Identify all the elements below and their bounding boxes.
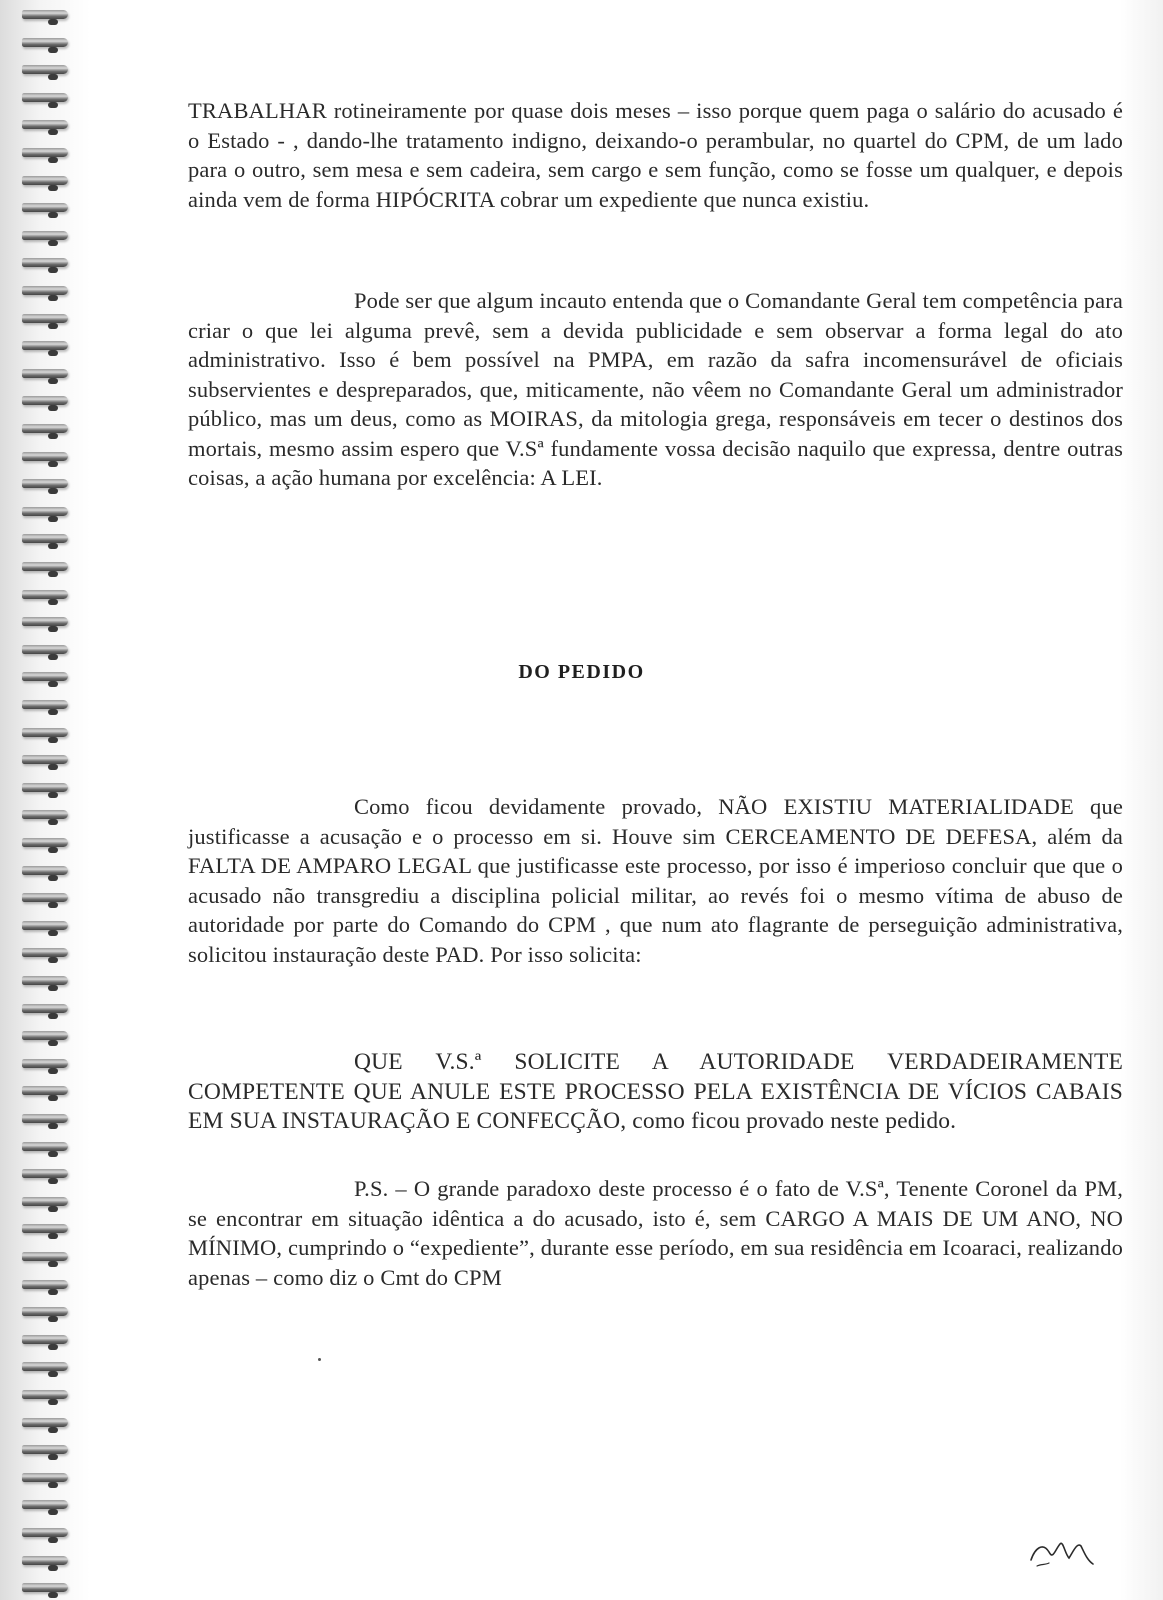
binding-hole [48, 737, 58, 743]
binding-ring [22, 452, 68, 461]
binding-hole [48, 433, 58, 439]
binding-ring [22, 93, 68, 102]
binding-ring [22, 341, 68, 350]
binding-ring [22, 1445, 68, 1454]
binding-ring [22, 1335, 68, 1344]
binding-hole [48, 1289, 58, 1295]
binding-hole [48, 1482, 58, 1488]
binding-hole [48, 847, 58, 853]
binding-ring [22, 1004, 68, 1013]
binding-hole [48, 1068, 58, 1074]
binding-ring [22, 1197, 68, 1206]
binding-hole [48, 709, 58, 715]
binding-ring [22, 866, 68, 875]
binding-hole [48, 875, 58, 881]
binding-ring [22, 1362, 68, 1371]
binding-ring [22, 1556, 68, 1565]
binding-ring [22, 231, 68, 240]
binding-ring [22, 1500, 68, 1509]
binding-ring [22, 617, 68, 626]
binding-hole [48, 1427, 58, 1433]
binding-ring [22, 590, 68, 599]
binding-hole [48, 626, 58, 632]
binding-ring [22, 976, 68, 985]
binding-hole [48, 516, 58, 522]
binding-ring [22, 1114, 68, 1123]
binding-hole [48, 985, 58, 991]
paragraph-3: Como ficou devidamente provado, NÃO EXISTIU MATERIALIDADE que justificasse a acusação e o processo em si. Houve sim CERCEAMENTO DE DEFESA, além da FALTA DE AMPARO LEGAL que justificasse este processo, por isso é imperioso concluir que que o acusado não transgrediu a disciplina policial militar, ao revés foi o mesmo vítima de abuso de autoridade por parte do Comando do CPM , que num ato flagrante de perseguição administrativa, solicitou instauração deste PAD. Por isso solicita: [188, 794, 1123, 967]
binding-hole [48, 571, 58, 577]
binding-hole [48, 157, 58, 163]
binding-hole [48, 19, 58, 25]
binding-ring [22, 783, 68, 792]
binding-hole [48, 930, 58, 936]
ink-dot [318, 1358, 321, 1361]
binding-hole [48, 902, 58, 908]
binding-hole [48, 819, 58, 825]
binding-hole [48, 267, 58, 273]
paragraph-2: Pode ser que algum incauto entenda que o Comandante Geral tem competência para criar o que lei alguma prevê, sem a devida publicidade e sem observar a forma legal do ato administrativo. Isso é bem possível na PMPA, em razão da safra incomensurável de oficiais subservientes e despreparados, que, miticamente, não vêem no Comandante Geral um administrador público, mas um deus, como as MOIRAS, da mitologia grega, responsáveis em tecer o destinos dos mortais, mesmo assim espero que V.Sª fundamente vossa decisão naquilo que expressa, dentre outras coisas, a ação humana por excelência: A LEI. [188, 288, 1123, 490]
binding-ring [22, 948, 68, 957]
binding-ring [22, 1224, 68, 1233]
binding-ring [22, 1473, 68, 1482]
binding-ring [22, 893, 68, 902]
binding-ring [22, 921, 68, 930]
binding-hole [48, 1206, 58, 1212]
paragraph-4: QUE V.S.ª SOLICITE A AUTORIDADE VERDADEIRAMENTE COMPETENTE QUE ANULE ESTE PROCESSO PELA EXISTÊNCIA DE VÍCIOS CABAIS EM SUA INSTAURAÇÃO E CONFECÇÃO, como ficou provado neste pedido. [188, 1049, 1123, 1134]
binding-ring [22, 479, 68, 488]
binding-ring [22, 10, 68, 19]
binding-ring [22, 1169, 68, 1178]
binding-ring [22, 286, 68, 295]
binding-hole [48, 378, 58, 384]
binding-ring [22, 728, 68, 737]
binding-ring [22, 258, 68, 267]
binding-ring [22, 396, 68, 405]
binding-ring [22, 203, 68, 212]
initials-signature [1027, 1530, 1097, 1570]
binding-hole [48, 957, 58, 963]
binding-hole [48, 129, 58, 135]
paragraph-5: P.S. – O grande paradoxo deste processo é o fato de V.Sª, Tenente Coronel da PM, se encontrar em situação idêntica a do acusado, isto é, sem CARGO A MAIS DE UM ANO, NO MÍNIMO, cumprindo o “expediente”, durante esse período, em sua residência em Icoaraci, realizando apenas – como diz o Cmt do CPM [188, 1176, 1123, 1290]
binding-ring [22, 1307, 68, 1316]
binding-ring [22, 838, 68, 847]
binding-hole [48, 1344, 58, 1350]
binding-hole [48, 1454, 58, 1460]
binding-hole [48, 74, 58, 80]
paragraph-1: TRABALHAR rotineiramente por quase dois meses – isso porque quem paga o salário do acusado é o Estado - , dando-lhe tratamento indigno, deixando-o perambular, no quartel do CPM, de um lado para o outro, sem mesa e sem cadeira, sem cargo e sem função, como se fosse um qualquer, e depois ainda vem de forma HIPÓCRITA cobrar um expediente que nunca existiu. [188, 98, 1123, 212]
binding-hole [48, 1399, 58, 1405]
binding-ring [22, 148, 68, 157]
binding-hole [48, 1095, 58, 1101]
binding-ring [22, 534, 68, 543]
binding-ring [22, 1390, 68, 1399]
binding-hole [48, 1233, 58, 1239]
binding-ring [22, 369, 68, 378]
binding-ring [22, 1059, 68, 1068]
binding-hole [48, 1592, 58, 1598]
binding-ring [22, 645, 68, 654]
binding-ring [22, 120, 68, 129]
binding-ring [22, 38, 68, 47]
binding-ring [22, 1252, 68, 1261]
binding-hole [48, 102, 58, 108]
binding-ring [22, 1142, 68, 1151]
binding-hole [48, 295, 58, 301]
binding-hole [48, 1123, 58, 1129]
binding-hole [48, 1565, 58, 1571]
binding-ring [22, 700, 68, 709]
binding-hole [48, 1316, 58, 1322]
binding-hole [48, 792, 58, 798]
binding-ring [22, 1418, 68, 1427]
binding-ring [22, 1583, 68, 1592]
binding-ring [22, 1528, 68, 1537]
binding-ring [22, 176, 68, 185]
binding-ring [22, 810, 68, 819]
binding-ring [22, 424, 68, 433]
binding-hole [48, 543, 58, 549]
binding-hole [48, 1509, 58, 1515]
binding-ring [22, 1280, 68, 1289]
binding-hole [48, 212, 58, 218]
binding-hole [48, 1178, 58, 1184]
binding-hole [48, 1151, 58, 1157]
binding-hole [48, 323, 58, 329]
binding-ring [22, 562, 68, 571]
binding-hole [48, 654, 58, 660]
binding-ring [22, 507, 68, 516]
binding-hole [48, 1537, 58, 1543]
binding-hole [48, 47, 58, 53]
binding-hole [48, 185, 58, 191]
binding-ring [22, 1031, 68, 1040]
binding-ring [22, 1086, 68, 1095]
binding-hole [48, 1261, 58, 1267]
binding-hole [48, 1013, 58, 1019]
binding-hole [48, 350, 58, 356]
binding-hole [48, 1040, 58, 1046]
section-heading: DO PEDIDO [518, 661, 645, 683]
binding-hole [48, 764, 58, 770]
binding-hole [48, 1371, 58, 1377]
binding-hole [48, 599, 58, 605]
binding-hole [48, 488, 58, 494]
spiral-binding [0, 0, 72, 1600]
binding-hole [48, 405, 58, 411]
binding-hole [48, 461, 58, 467]
binding-ring [22, 755, 68, 764]
binding-hole [48, 240, 58, 246]
binding-ring [22, 65, 68, 74]
binding-ring [22, 314, 68, 323]
